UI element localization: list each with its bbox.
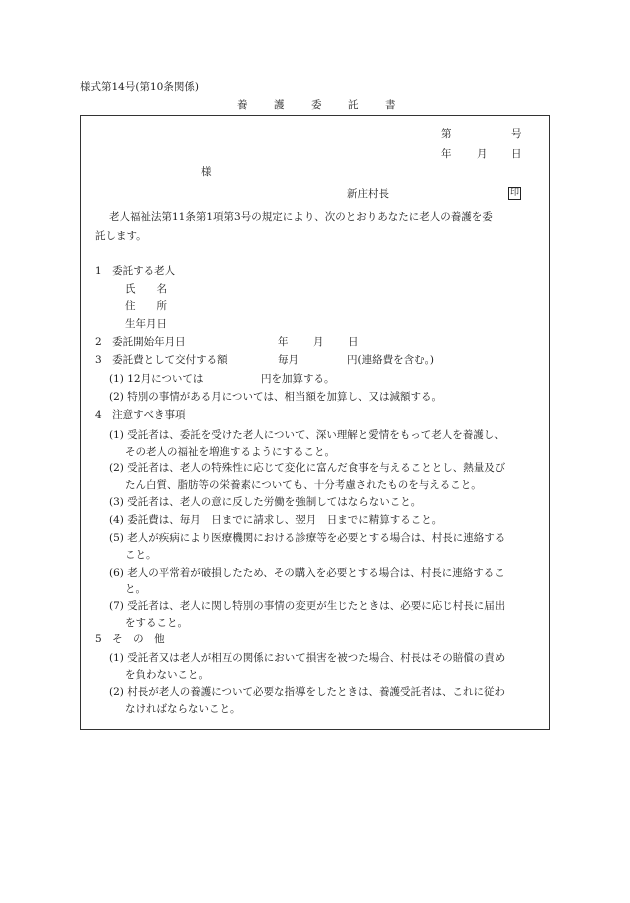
intro-line-2: 託します。 xyxy=(95,230,147,242)
section-4-line: (3) 受託者は、老人の意に反した労働を強制してはならないこと。 xyxy=(109,496,422,508)
section-4-line: (6) 老人の平常着が破損したため、その購入を必要とする場合は、村長に連絡するこ xyxy=(109,567,505,579)
addressee-suffix: 様 xyxy=(201,166,212,178)
section-4-line: (5) 老人が疾病により医療機関における診療等を必要とする場合は、村長に連絡する xyxy=(109,532,506,544)
form-number: 様式第14号(第10条関係) xyxy=(80,81,199,93)
title-char: 託 xyxy=(348,99,359,111)
fee-yen: 円(連絡費を含む。) xyxy=(347,354,434,366)
start-day: 日 xyxy=(348,336,359,348)
section-5-line: を負わないこと。 xyxy=(125,669,209,681)
number-prefix: 第 xyxy=(441,128,452,140)
section-3-item-1: (1) 12月については xyxy=(109,373,204,385)
section-5-line: (2) 村長が老人の養護について必要な指導をしたときは、養護受託者は、これに従わ xyxy=(109,686,505,698)
section-1-heading: 1 委託する老人 xyxy=(95,265,176,277)
section-4-line: (1) 受託者は、委託を受けた老人について、深い理解と愛情をもって老人を養護し、 xyxy=(109,429,505,441)
section-4-line: たん白質、脂肪等の栄養素についても、十分考慮されたものを与えること。 xyxy=(125,479,482,491)
issuer-title: 新庄村長 xyxy=(347,188,389,200)
section-4-line: と。 xyxy=(125,583,146,595)
document-title xyxy=(237,100,396,111)
fee-monthly: 毎月 xyxy=(278,354,299,366)
start-year: 年 xyxy=(278,336,289,348)
section-3-item-2: (2) 特別の事情がある月については、相当額を加算し、又は減額する。 xyxy=(109,391,442,403)
section-4-heading: 4 注意すべき事項 xyxy=(95,409,186,421)
title-char: 護 xyxy=(274,99,285,111)
field-dob: 生年月日 xyxy=(125,318,167,330)
date-month: 月 xyxy=(477,148,488,160)
intro-line-1: 老人福祉法第11条第1項第3号の規定により、次のとおりあなたに老人の養護を委 xyxy=(109,211,493,223)
section-4-line: その老人の福祉を増進するようにすること。 xyxy=(125,446,335,458)
section-5-line: (1) 受託者又は老人が相互の関係において損害を被つた場合、村長はその賠償の責め xyxy=(109,652,506,664)
section-4-line: をすること。 xyxy=(125,617,188,629)
section-4-line: (2) 受託者は、老人の特殊性に応じて変化に富んだ食事を与えることとし、熱量及び xyxy=(109,462,506,474)
section-5-line: なければならないこと。 xyxy=(125,703,241,715)
section-4-line: こと。 xyxy=(125,549,157,561)
seal-mark: 印 xyxy=(509,188,519,198)
title-char: 養 xyxy=(237,99,248,111)
section-5-heading: 5 そ の 他 xyxy=(95,633,165,645)
section-4-line: (4) 委託費は、毎月 日までに請求し、翌月 日までに精算すること。 xyxy=(109,514,443,526)
date-day: 日 xyxy=(511,148,522,160)
section-4-line: (7) 受託者は、老人に関し特別の事情の変更が生じたときは、必要に応じ村長に届出 xyxy=(109,600,506,612)
title-char: 書 xyxy=(385,99,396,111)
start-month: 月 xyxy=(313,336,324,348)
number-suffix: 号 xyxy=(511,128,522,140)
section-3-heading: 3 委託費として交付する額 xyxy=(95,354,228,366)
field-address: 住 所 xyxy=(125,300,167,312)
field-name: 氏 名 xyxy=(125,283,167,295)
section-3-item-1-tail: 円を加算する。 xyxy=(261,373,335,385)
section-2-heading: 2 委託開始年月日 xyxy=(95,336,186,348)
date-year: 年 xyxy=(441,148,452,160)
title-char: 委 xyxy=(311,99,322,111)
